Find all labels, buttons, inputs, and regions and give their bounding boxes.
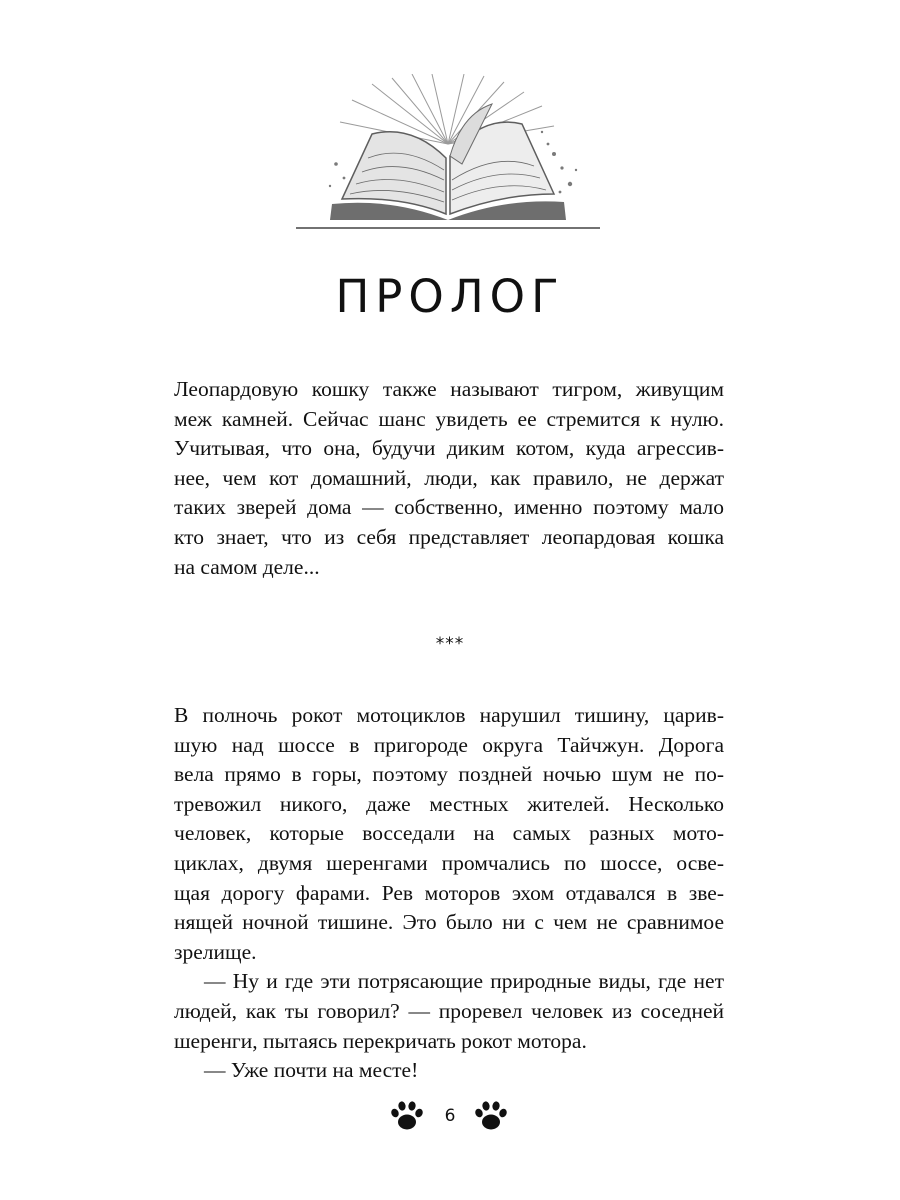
page-number: 6 xyxy=(444,1106,456,1126)
text-line: щая дорогу фарами. Рев моторов эхом отдавался в зве- xyxy=(174,880,724,905)
text-line: нее, чем кот домашний, люди, как правило, не держат xyxy=(174,465,724,490)
open-book-icon xyxy=(292,74,604,234)
intro-paragraph xyxy=(174,375,724,582)
chapter-title: ПРОЛОГ xyxy=(335,270,565,323)
story-paragraph xyxy=(174,701,724,1086)
text-line: меж камней. Сейчас шанс увидеть ее стремится к нулю. xyxy=(174,406,724,431)
text-line: тревожил никого, даже местных жителей. Несколько xyxy=(174,791,724,816)
text-line: В полночь рокот мотоциклов нарушил тишину, царив- xyxy=(174,703,724,727)
text-line: Леопардовую кошку также называют тигром, живущим xyxy=(174,377,724,401)
text-line: таких зверей дома — собственно, именно поэтому мало xyxy=(174,495,724,520)
section-separator: *** xyxy=(435,634,465,654)
text-line: шую над шоссе в пригороде округа Тайчжун. Дорога xyxy=(174,732,724,757)
text-line: зрелище. xyxy=(174,939,257,964)
text-line: человек, которые восседали на самых разных мото- xyxy=(174,821,724,846)
text-line: циклах, двумя шеренгами промчались по шоссе, осве- xyxy=(174,850,724,875)
paw-print-icon xyxy=(472,1098,510,1134)
text-line: на самом деле... xyxy=(174,554,320,579)
text-line: нящей ночной тишине. Это было ни с чем не сравнимое xyxy=(174,910,724,935)
text-line: Учитывая, что она, будучи диким котом, куда агрессив- xyxy=(174,436,724,461)
dialogue-line: — Ну и где эти потрясающие природные виды, где нет xyxy=(204,969,724,994)
text-line: кто знает, что из себя представляет леопардовая кошка xyxy=(174,524,724,549)
dialogue-line: — Уже почти на месте! xyxy=(204,1058,419,1083)
paw-print-icon xyxy=(388,1098,426,1134)
dialogue-line: людей, как ты говорил? — проревел человек из соседней xyxy=(174,998,724,1023)
page-footer xyxy=(0,1098,900,1138)
text-line: вела прямо в горы, поэтому поздней ночью шум не по- xyxy=(174,762,724,787)
dialogue-line: шеренги, пытаясь перекричать рокот мотора. xyxy=(174,1028,587,1053)
